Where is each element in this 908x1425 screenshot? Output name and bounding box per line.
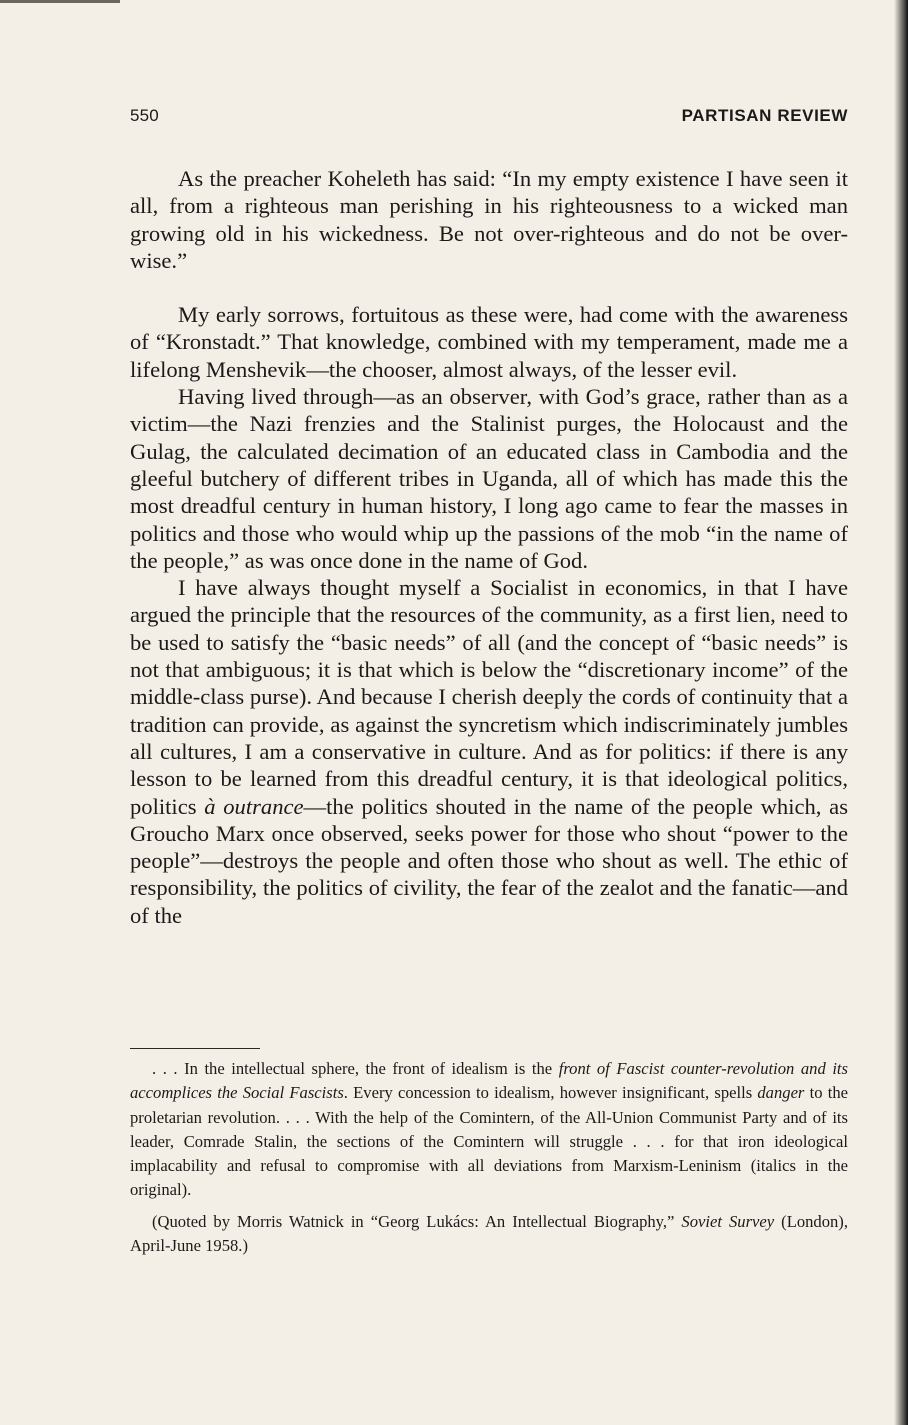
page-edge-shadow (894, 0, 908, 1425)
main-text (130, 165, 848, 929)
footnote-citation (130, 1210, 848, 1259)
paragraph-socialist-part-2: —the politics shouted in the name of the people which, as Groucho Marx once observed, seeks power for those who shout “power to the people”—destroys the people and often those who shout as well. The ethic of responsibility, the politics of civility, the fear of the zealot and the fanatic—and of the (130, 793, 848, 928)
italic-a-outrance: à outrance (204, 793, 304, 819)
footnote-citation-part-1: (Quoted by Morris Watnick in “Georg Lukács: An Intellectual Biography,” (152, 1211, 682, 1231)
paragraph-socialist-part-1: I have always thought myself a Socialist in economics, in that I have argued the principle that the resources of the community, as a first lien, need to be used to satisfy the “basic needs” of all (and the concept of “basic needs” is not that ambiguous; it is that which is below the “discretionary income” of the middle-class purse). And because I cherish deeply the cords of continuity that a tradition can provide, as against the syncretism which indiscriminately jumbles all cultures, I am a conservative in culture. And as for politics: if there is any lesson to be learned from this dreadful century, it is that ideological politics, politics (130, 575, 848, 819)
footnote-quote-part-1: . . . In the intellectual sphere, the front of idealism is the (152, 1059, 559, 1078)
footnote-italic-front: front of Fascist counter-revolution and its accomplices the Social Fascists (130, 1059, 849, 1103)
footnote-italic-soviet-survey: Soviet Survey (681, 1211, 775, 1231)
footnote-quote (130, 1057, 848, 1203)
paragraph-socialist (130, 574, 848, 929)
footnote-quote-part-3: to the proletarian revolution. . . . With the help of the Comintern, of the All-Union Communist Party and of its leader, Comrade Stalin, the sections of the Comintern will struggle . . . for that iron ideological implacability and refusal to compromise with all deviations from Marxism-Leninism (italics in the original). (130, 1083, 848, 1200)
footnote-quote-part-2: . Every concession to idealism, however insignificant, spells (343, 1083, 758, 1103)
paragraph-having-lived: Having lived through—as an observer, with God’s grace, rather than as a victim—the Nazi frenzies and the Stalinist purges, the Holocaust and the Gulag, the calculated decimation of an educated class in Cambodia and the gleeful butchery of different tribes in Uganda, all of which has made this the most dreadful century in human history, I long ago came to fear the masses in politics and those who would whip up the passions of the mob “in the name of the people,” as was once done in the name of God. (130, 384, 848, 573)
paragraph-koheleth: As the preacher Koheleth has said: “In my empty existence I have seen it all, from a righteous man perishing in his righteousness to a wicked man growing old in his wickedness. Be not over-righteous and do not be over-wise.” (130, 166, 848, 273)
journal-title: PARTISAN REVIEW (681, 106, 848, 125)
paragraph-early-sorrows: My early sorrows, fortuitous as these were, had come with the awareness of “Kronstadt.” That knowledge, combined with my temperament, made me a lifelong Menshevik—the chooser, almost always, of the lesser evil. (130, 302, 848, 382)
footnote-divider (130, 1048, 260, 1049)
running-header (130, 106, 848, 130)
footnote-citation-part-2: (London), April-June 1958.) (130, 1211, 848, 1256)
footnote-block (130, 1057, 848, 1258)
footnote-italic-danger: danger (757, 1083, 805, 1103)
top-edge-rule (0, 0, 120, 3)
page-number: 550 (130, 106, 159, 125)
